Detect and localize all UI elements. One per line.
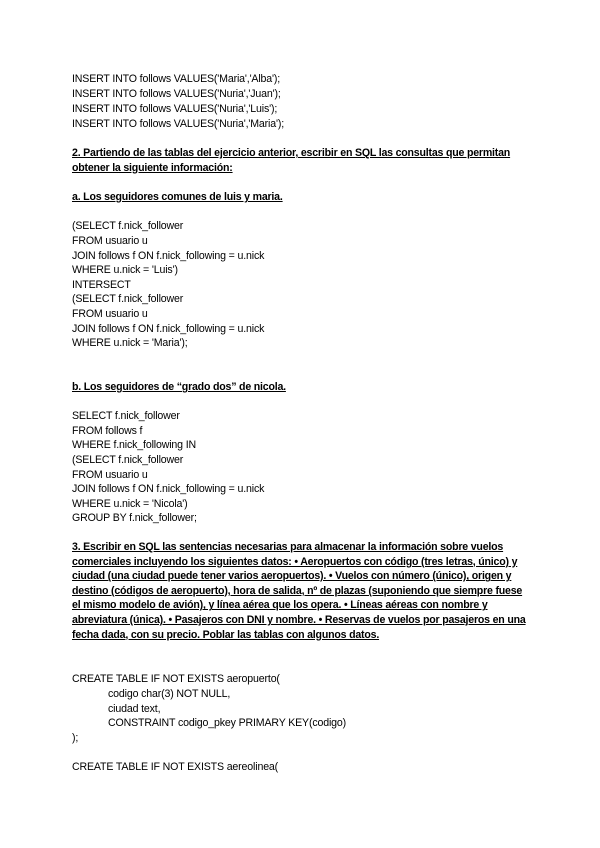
insert-line: INSERT INTO follows VALUES('Nuria','Maria');: [72, 118, 285, 130]
sql-line: WHERE u.nick = 'Maria');: [72, 337, 188, 349]
sql-line: SELECT f.nick_follower: [72, 410, 180, 422]
sql-line: FROM usuario u: [72, 469, 148, 481]
sql-line: ciudad text,: [108, 703, 161, 715]
sql-line: WHERE u.nick = 'Luis'): [72, 264, 178, 276]
sql-line: JOIN follows f ON f.nick_following = u.nick: [72, 323, 265, 335]
sql-line: FROM follows f: [72, 425, 143, 437]
sql-line: CREATE TABLE IF NOT EXISTS aeropuerto(: [72, 673, 280, 685]
section-2-heading: 2. Partiendo de las tablas del ejercicio anterior, escribir en SQL las consultas que permitan obtener la siguiente información:: [72, 147, 511, 174]
sql-line: GROUP BY f.nick_follower;: [72, 512, 197, 524]
sql-line: CONSTRAINT codigo_pkey PRIMARY KEY(codigo): [108, 717, 347, 729]
sql-line: WHERE u.nick = 'Nicola'): [72, 498, 188, 510]
sql-line: WHERE f.nick_following IN: [72, 439, 197, 451]
sql-line: (SELECT f.nick_follower: [72, 293, 184, 305]
part-a-heading: a. Los seguidores comunes de luis y maria.: [72, 191, 283, 203]
sql-line: CREATE TABLE IF NOT EXISTS aereolinea(: [72, 761, 279, 773]
sql-line: );: [72, 732, 79, 744]
sql-line: (SELECT f.nick_follower: [72, 220, 184, 232]
sql-line: INTERSECT: [72, 279, 131, 291]
insert-line: INSERT INTO follows VALUES('Nuria','Juan');: [72, 88, 281, 100]
sql-line: JOIN follows f ON f.nick_following = u.nick: [72, 250, 265, 262]
sql-line: FROM usuario u: [72, 235, 148, 247]
sql-line: (SELECT f.nick_follower: [72, 454, 184, 466]
insert-line: INSERT INTO follows VALUES('Maria','Alba');: [72, 73, 281, 85]
sql-line: FROM usuario u: [72, 308, 148, 320]
insert-line: INSERT INTO follows VALUES('Nuria','Luis');: [72, 103, 278, 115]
part-b-heading: b. Los seguidores de “grado dos” de nicola.: [72, 381, 286, 393]
sql-line: codigo char(3) NOT NULL,: [108, 688, 231, 700]
section-3-heading: 3. Escribir en SQL las sentencias necesarias para almacenar la información sobre vuelos comerciales incluyendo los siguientes datos: • Aeropuertos con código (tres letras, único) y ciudad (una ciudad puede tener varios aeropuertos). • Vuelos con número (único), origen y destino (códigos de aeropuerto), hora de salida, nº de plazas (suponiendo que siempre fuese el mismo modelo de avión), y línea aérea que los opera. • Líneas aéreas con nombre y abreviatura (única). • Pasajeros con DNI y nombre. • Reservas de vuelos por pasajeros en una fecha dada, con su precio. Poblar las tablas con algunos datos.: [72, 541, 526, 641]
sql-line: JOIN follows f ON f.nick_following = u.nick: [72, 483, 265, 495]
